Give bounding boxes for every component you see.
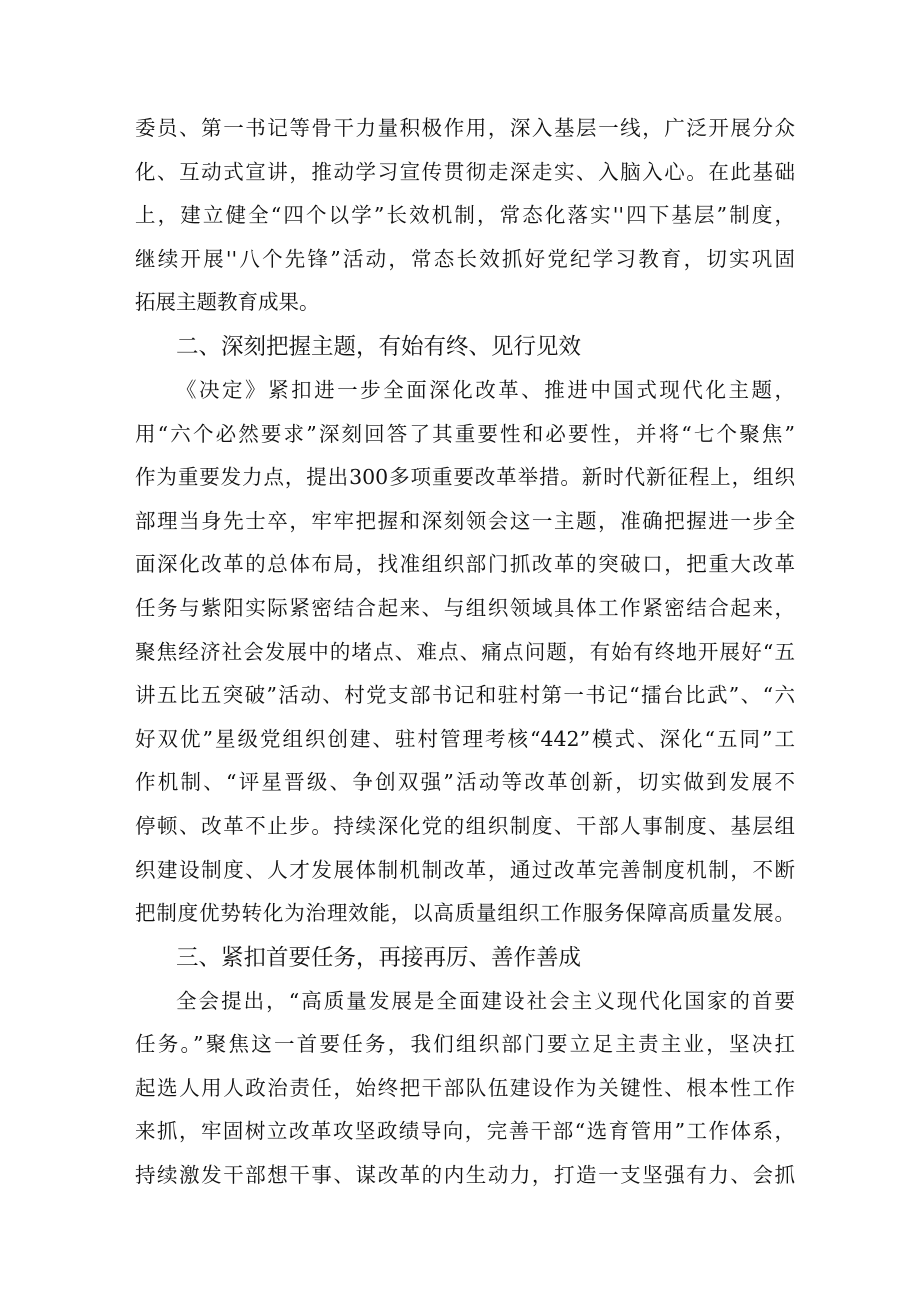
text-line: 部理当身先士卒，牢牢把握和深刻领会这一主题，准确把握进一步全: [135, 508, 795, 533]
text-line: 作为重要发力点，提出300多项重要改革举措。新时代新征程上，组织: [135, 465, 795, 490]
text-line: 任务。”聚焦这一首要任务，我们组织部门要立足主责主业，坚决扛: [135, 1032, 795, 1057]
text-line: 《决定》紧扣进一步全面深化改革、推进中国式现代化主题，: [176, 377, 795, 402]
text-line: 来抓，牢固树立改革攻坚政绩导向，完善干部“选育管用”工作体系，: [135, 1119, 795, 1144]
text-line: 持续激发干部想干事、谋改革的内生动力，打造一支坚强有力、会抓: [135, 1163, 795, 1188]
text-line: 拓展主题教育成果。: [135, 290, 320, 315]
text-line: 起选人用人政治责任，始终把干部队伍建设作为关键性、根本性工作: [135, 1075, 795, 1100]
text-line: 织建设制度、人才发展体制机制改革，通过改革完善制度机制，不断: [135, 857, 795, 882]
text-line: 停顿、改革不止步。持续深化党的组织制度、干部人事制度、基层组: [135, 813, 795, 838]
section-heading-3: 三、紧扣首要任务，再接再厉、善作善成: [176, 944, 582, 971]
text-line: 继续开展''八个先锋”活动，常态长效抓好党纪学习教育，切实巩固: [135, 246, 795, 271]
text-line: 委员、第一书记等骨干力量积极作用，深入基层一线，广泛开展分众: [135, 116, 795, 140]
text-line: 作机制、“评星晋级、争创双强”活动等改革创新，切实做到发展不: [135, 770, 795, 795]
text-line: 好双优”星级党组织创建、驻村管理考核“442”模式、深化“五同”工: [135, 726, 795, 751]
text-line: 把制度优势转化为治理效能，以高质量组织工作服务保障高质量发展。: [135, 901, 795, 926]
document-body: [135, 107, 795, 1198]
section-2-paragraph: [135, 369, 795, 936]
text-line: 用“六个必然要求”深刻回答了其重要性和必要性，并将“七个聚焦”: [135, 421, 795, 446]
text-line: 任务与紫阳实际紧密结合起来、与组织领域具体工作紧密结合起来，: [135, 595, 795, 620]
text-line: 讲五比五突破”活动、村党支部书记和驻村第一书记“擂台比武”、“六: [135, 683, 795, 708]
text-line: 化、互动式宣讲，推动学习宣传贯彻走深走实、入脑入心。在此基础: [135, 159, 795, 184]
section-heading-2: 二、深刻把握主题，有始有终、见行见效: [176, 333, 582, 360]
text-line: 上，建立健全“四个以学”长效机制，常态化落实''四下基层”制度，: [135, 203, 795, 228]
text-line: 全会提出，“高质量发展是全面建设社会主义现代化国家的首要: [176, 988, 795, 1013]
section-3-paragraph: [135, 980, 795, 1198]
text-line: 聚焦经济社会发展中的堵点、难点、痛点问题，有始有终地开展好“五: [135, 639, 795, 664]
text-line: 面深化改革的总体布局，找准组织部门抓改革的突破口，把重大改革: [135, 552, 795, 577]
paragraph-top: [135, 107, 795, 325]
